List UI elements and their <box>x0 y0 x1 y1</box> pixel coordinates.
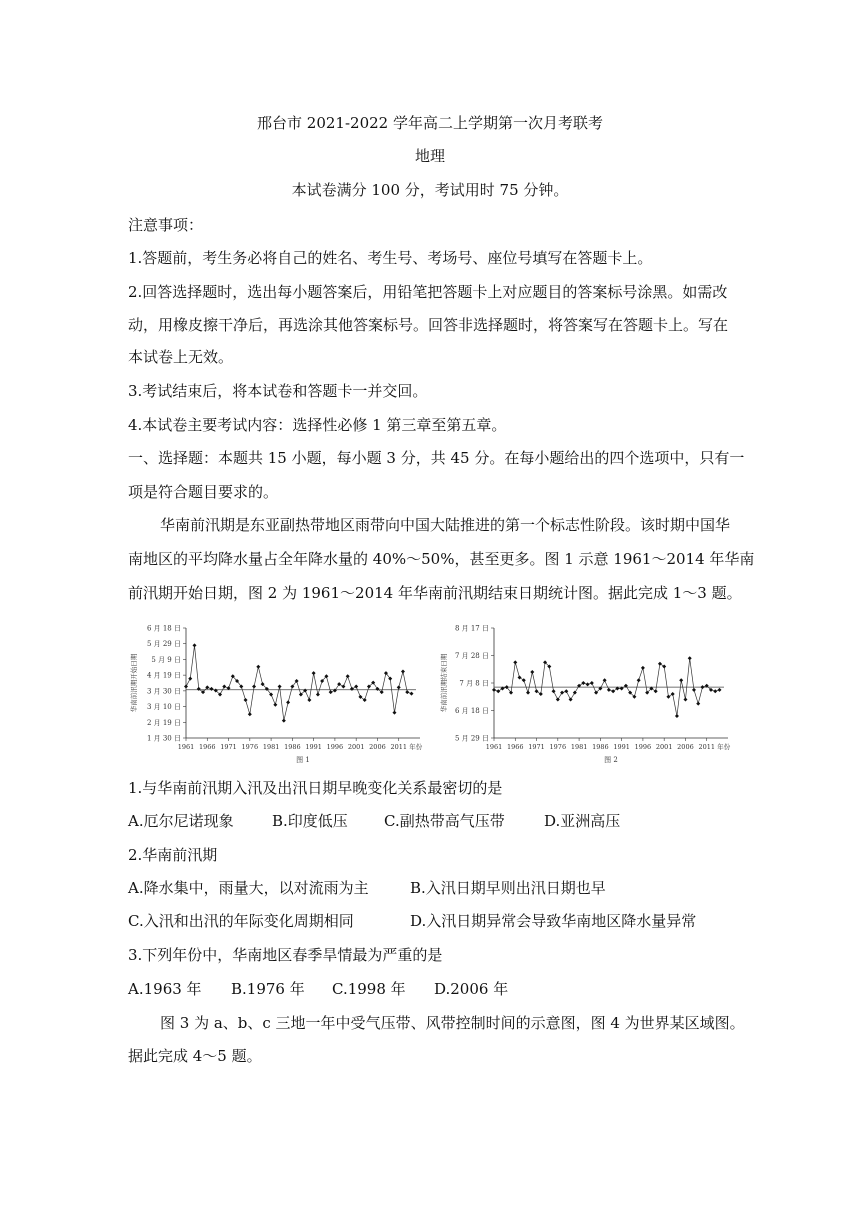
data-point <box>350 687 354 691</box>
x-tick-label: 2011 <box>390 743 408 751</box>
y-tick-label: 5 月 29 日 <box>146 640 181 649</box>
y-axis-label: 华南前汛期结束日期 <box>440 653 448 713</box>
data-point <box>210 687 214 691</box>
q1-option-a: A.厄尔尼诺现象 <box>128 812 234 830</box>
q1-option-d: D.亚洲高压 <box>544 812 621 830</box>
data-point <box>688 656 692 660</box>
x-tick-label: 2001 <box>347 743 365 751</box>
x-tick-label: 1961 <box>177 743 195 751</box>
figure-caption: 图 1 <box>296 756 310 764</box>
data-point <box>244 698 248 702</box>
section-1-line-1: 一、选择题：本题共 15 小题，每小题 3 分，共 45 分。在每小题给出的四个选项中，只有一 <box>128 449 745 467</box>
data-point <box>679 678 683 682</box>
figure-2-chart <box>436 620 736 770</box>
data-point <box>188 677 192 681</box>
y-tick-label: 3 月 10 日 <box>146 703 181 712</box>
data-point <box>564 689 568 693</box>
data-point <box>409 692 413 696</box>
q2-option-a: A.降水集中，雨量大，以对流雨为主 <box>128 879 369 897</box>
data-point <box>530 670 534 674</box>
data-point <box>397 685 401 689</box>
q3-option-d: D.2006 年 <box>434 980 509 998</box>
x-tick-label: 1996 <box>634 743 652 751</box>
data-point <box>392 711 396 715</box>
y-tick-label: 2 月 19 日 <box>146 718 181 727</box>
x-tick-label: 1986 <box>284 743 301 751</box>
data-point <box>354 685 358 689</box>
data-point <box>581 681 585 685</box>
note-3: 3.考试结束后，将本试卷和答题卡一并交回。 <box>128 382 428 400</box>
data-point <box>282 719 286 723</box>
y-tick-label: 3 月 30 日 <box>146 687 181 696</box>
data-point <box>405 690 409 694</box>
data-point <box>222 685 226 689</box>
data-point <box>675 714 679 718</box>
data-point <box>316 692 320 696</box>
series-line <box>186 645 411 720</box>
q3-option-a: A.1963 年 <box>128 980 202 998</box>
data-point <box>683 698 687 702</box>
x-tick-label: 1966 <box>198 743 216 751</box>
x-tick-label: 2001 <box>655 743 673 751</box>
data-point <box>273 703 277 707</box>
x-tick-label: 年份 <box>717 743 731 751</box>
note-1: 1.答题前，考生务必将自己的姓名、考生号、考场号、座位号填写在答题卡上。 <box>128 249 653 267</box>
subject-title: 地理 <box>414 147 445 165</box>
exam-info: 本试卷满分 100 分，考试用时 75 分钟。 <box>291 181 569 199</box>
passage-1-line-3: 前汛期开始日期，图 2 为 1961～2014 年华南前汛期结束日期统计图。据此完成 1～3 题。 <box>128 584 742 602</box>
data-point <box>278 685 282 689</box>
y-tick-label: 7 月 8 日 <box>459 679 489 688</box>
q1-stem: 1.与华南前汛期入汛及出汛日期早晚变化关系最密切的是 <box>128 779 503 797</box>
q2-stem: 2.华南前汛期 <box>128 846 218 864</box>
data-point <box>518 676 522 680</box>
y-tick-label: 1 月 30 日 <box>146 734 181 743</box>
data-point <box>337 682 341 686</box>
notes-heading: 注意事项： <box>128 216 204 234</box>
data-point <box>248 712 252 716</box>
q2-option-c: C.入汛和出汛的年际变化周期相同 <box>128 912 354 930</box>
exam-title: 邢台市 2021-2022 学年高二上学期第一次月考联考 <box>257 114 603 132</box>
x-tick-label: 年份 <box>409 743 423 751</box>
data-point <box>590 681 594 685</box>
data-point <box>713 689 717 693</box>
data-point <box>513 660 517 664</box>
y-tick-label: 5 月 29 日 <box>454 734 489 743</box>
figures-1-2 <box>128 620 738 770</box>
y-tick-label: 6 月 18 日 <box>146 624 181 633</box>
note-2-line-1: 2.回答选择题时，选出每小题答案后，用铅笔把答题卡上对应题目的答案标号涂黑。如需改 <box>128 283 728 301</box>
y-tick-label: 4 月 19 日 <box>146 671 181 680</box>
passage-1-line-2: 南地区的平均降水量占全年降水量的 40%～50%，甚至更多。图 1 示意 1961～2014 年华南 <box>128 550 755 568</box>
q2-option-b: B.入汛日期早则出汛日期也早 <box>410 879 606 897</box>
q3-option-c: C.1998 年 <box>332 980 406 998</box>
data-point <box>671 692 675 696</box>
data-point <box>193 643 197 647</box>
note-2-line-3: 本试卷上无效。 <box>128 348 234 366</box>
x-tick-label: 1971 <box>528 743 545 751</box>
x-tick-label: 1996 <box>326 743 344 751</box>
data-point <box>658 662 662 666</box>
x-tick-label: 1991 <box>613 743 630 751</box>
x-tick-label: 2011 <box>698 743 716 751</box>
section-1-line-2: 项是符合题目要求的。 <box>128 483 279 501</box>
y-tick-label: 7 月 28 日 <box>454 652 489 660</box>
data-point <box>666 695 670 699</box>
q1-option-c: C.副热带高气压带 <box>384 812 505 830</box>
x-tick-label: 1971 <box>220 743 237 751</box>
y-axis-label: 华南前汛期开始日期 <box>130 653 138 713</box>
figure-caption: 图 2 <box>604 756 618 764</box>
data-point <box>637 678 641 682</box>
x-tick-label: 2006 <box>677 743 694 751</box>
data-point <box>312 671 316 675</box>
q2-option-d: D.入汛日期异常会导致华南地区降水量异常 <box>410 912 697 930</box>
data-point <box>717 688 721 692</box>
data-point <box>641 666 645 670</box>
passage-1-line-1: 华南前汛期是东亚副热带地区雨带向中国大陆推进的第一个标志性阶段。该时期中国华 <box>160 516 731 534</box>
q3-option-b: B.1976 年 <box>231 980 305 998</box>
data-point <box>692 688 696 692</box>
data-point <box>573 691 577 695</box>
data-point <box>700 685 704 689</box>
x-tick-label: 1991 <box>305 743 322 751</box>
data-point <box>603 678 607 682</box>
x-tick-label: 1986 <box>592 743 609 751</box>
q1-option-b: B.印度低压 <box>272 812 348 830</box>
note-4: 4.本试卷主要考试内容：选择性必修 1 第三章至第五章。 <box>128 416 507 434</box>
data-point <box>401 670 405 674</box>
data-point <box>539 692 543 696</box>
data-point <box>556 698 560 702</box>
data-point <box>522 678 526 682</box>
data-point <box>654 689 658 693</box>
x-tick-label: 1981 <box>262 743 280 751</box>
data-point <box>696 702 700 706</box>
data-point <box>307 698 311 702</box>
data-point <box>329 690 333 694</box>
data-point <box>586 682 590 686</box>
y-tick-label: 6 月 18 日 <box>454 707 489 715</box>
note-2-line-2: 动，用橡皮擦干净后，再选涂其他答案标号。回答非选择题时，将答案写在答题卡上。写在 <box>128 316 729 334</box>
data-point <box>341 685 345 689</box>
data-point <box>492 688 496 692</box>
data-point <box>333 689 337 693</box>
data-point <box>252 685 256 689</box>
x-tick-label: 1961 <box>485 743 503 751</box>
data-point <box>286 700 290 704</box>
data-point <box>552 689 556 693</box>
x-tick-label: 1976 <box>549 743 567 751</box>
data-point <box>184 685 188 689</box>
q3-stem: 3.下列年份中，华南地区春季旱情最为严重的是 <box>128 946 443 964</box>
x-tick-label: 2006 <box>369 743 386 751</box>
y-tick-label: 8 月 17 日 <box>454 624 489 633</box>
data-point <box>496 689 500 693</box>
data-point <box>607 688 611 692</box>
data-point <box>346 674 350 678</box>
x-tick-label: 1966 <box>506 743 524 751</box>
x-tick-label: 1981 <box>570 743 588 751</box>
figure-1-chart <box>128 620 428 770</box>
data-point <box>256 665 260 669</box>
data-point <box>535 689 539 693</box>
y-tick-label: 5 月 9 日 <box>151 655 181 664</box>
data-point <box>662 665 666 669</box>
data-point <box>526 691 530 695</box>
passage-2-line-1: 图 3 为 a、b、c 三地一年中受气压带、风带控制时间的示意图，图 4 为世界某区域图。 <box>160 1014 745 1032</box>
data-point <box>569 698 573 702</box>
x-tick-label: 1976 <box>241 743 259 751</box>
data-point <box>560 691 564 695</box>
passage-2-line-2: 据此完成 4～5 题。 <box>128 1047 262 1065</box>
data-point <box>611 689 615 693</box>
